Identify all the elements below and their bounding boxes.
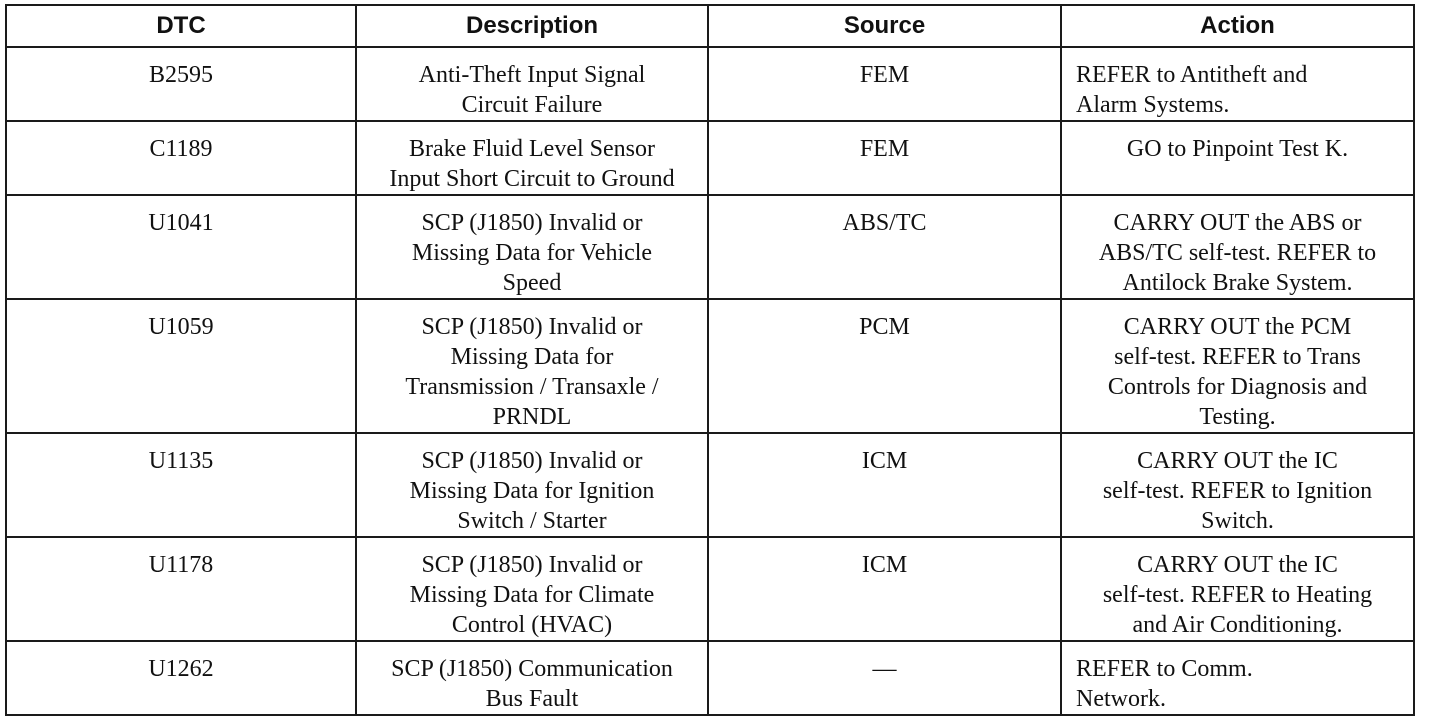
dtc-code-cell [6, 537, 356, 641]
action-cell [1061, 195, 1414, 299]
header-row [6, 5, 1414, 47]
action-cell-text: REFER to Comm. Network. [1076, 656, 1253, 712]
description-cell [356, 433, 708, 537]
dtc-code-cell [6, 299, 356, 433]
description-cell-text: SCP (J1850) Invalid or Missing Data for Vehicle Speed [411, 210, 653, 296]
action-cell [1061, 47, 1414, 121]
table-header [6, 5, 1414, 47]
action-cell-text: REFER to Antitheft and Alarm Systems. [1076, 62, 1308, 118]
source-cell-text: PCM [859, 314, 910, 340]
source-cell [708, 299, 1061, 433]
header-action: Action [1061, 5, 1414, 47]
source-cell-text: ICM [861, 448, 908, 474]
header-description: Description [356, 5, 708, 47]
header-dtc: DTC [6, 5, 356, 47]
table-row [6, 195, 1414, 299]
source-cell [708, 195, 1061, 299]
action-cell [1061, 121, 1414, 195]
dtc-code-cell-text: U1041 [148, 210, 214, 236]
description-cell-text: SCP (J1850) Invalid or Missing Data for Ignition Switch / Starter [409, 448, 655, 534]
source-cell [708, 121, 1061, 195]
action-cell-text: CARRY OUT the IC self-test. REFER to Ignition Switch. [1102, 448, 1373, 534]
dtc-code-cell [6, 121, 356, 195]
dtc-code-cell-text: C1189 [149, 136, 213, 162]
description-cell-text: SCP (J1850) Invalid or Missing Data for Climate Control (HVAC) [409, 552, 655, 638]
source-cell [708, 47, 1061, 121]
action-cell [1061, 299, 1414, 433]
dtc-code-cell-text: U1262 [148, 656, 214, 682]
dtc-code-cell-text: U1178 [148, 552, 214, 578]
action-cell-text: CARRY OUT the ABS or ABS/TC self-test. REFER to Antilock Brake System. [1098, 210, 1377, 296]
source-cell-text: ABS/TC [842, 210, 927, 236]
description-cell [356, 195, 708, 299]
description-cell-text: Brake Fluid Level Sensor Input Short Circuit to Ground [389, 136, 675, 192]
dtc-code-cell-text: U1059 [148, 314, 214, 340]
source-cell-text: — [872, 656, 897, 682]
description-cell [356, 299, 708, 433]
action-cell [1061, 537, 1414, 641]
description-cell [356, 47, 708, 121]
table-row [6, 433, 1414, 537]
source-cell-text: FEM [859, 62, 910, 88]
description-cell-text: SCP (J1850) Communication Bus Fault [391, 656, 673, 712]
dtc-code-cell [6, 195, 356, 299]
table-row [6, 121, 1414, 195]
source-cell-text: FEM [859, 136, 910, 162]
table-row [6, 299, 1414, 433]
description-cell [356, 121, 708, 195]
description-cell [356, 537, 708, 641]
source-cell [708, 433, 1061, 537]
action-cell-text: GO to Pinpoint Test K. [1126, 136, 1349, 162]
action-cell-text: CARRY OUT the PCM self-test. REFER to Trans Controls for Diagnosis and Testing. [1107, 314, 1368, 430]
action-cell-text: CARRY OUT the IC self-test. REFER to Heating and Air Conditioning. [1102, 552, 1373, 638]
dtc-code-cell [6, 433, 356, 537]
source-cell [708, 537, 1061, 641]
table-row [6, 537, 1414, 641]
description-cell-text: Anti-Theft Input Signal Circuit Failure [418, 62, 646, 118]
dtc-table [5, 4, 1415, 716]
table-row [6, 47, 1414, 121]
dtc-code-cell-text: U1135 [148, 448, 214, 474]
dtc-code-cell [6, 47, 356, 121]
source-cell-text: ICM [861, 552, 908, 578]
header-source: Source [708, 5, 1061, 47]
action-cell [1061, 433, 1414, 537]
description-cell-text: SCP (J1850) Invalid or Missing Data for Transmission / Transaxle / PRNDL [405, 314, 659, 430]
table-body [6, 47, 1414, 715]
dtc-code-cell-text: B2595 [148, 62, 213, 88]
